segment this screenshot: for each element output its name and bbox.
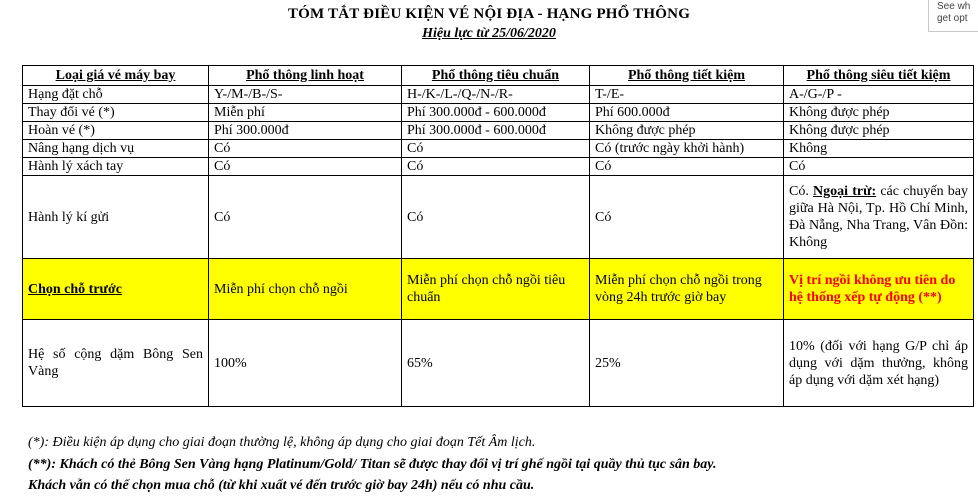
table-cell: A-/G-/P - — [784, 86, 974, 104]
page-subtitle: Hiệu lực từ 25/06/2020 — [422, 26, 556, 41]
table-cell: Có — [402, 176, 590, 259]
page-title: TÓM TẮT ĐIỀU KIỆN VÉ NỘI ĐỊA - HẠNG PHỔ THÔNG — [287, 6, 691, 22]
table-cell: Phí 300.000đ — [209, 122, 402, 140]
table-cell: Miễn phí chọn chỗ ngồi — [209, 259, 402, 320]
table-cell: Miễn phí chọn chỗ ngồi tiêu chuẩn — [402, 259, 590, 320]
table-cell: Miễn phí — [209, 104, 402, 122]
table-row-highlighted — [23, 259, 974, 320]
table-cell: Không được phép — [784, 104, 974, 122]
header-saver: Phổ thông tiết kiệm — [590, 66, 784, 86]
table-header-row — [23, 66, 974, 86]
table-cell: Không được phép — [590, 122, 784, 140]
table-cell: Có — [209, 176, 402, 259]
table-cell: Không — [784, 140, 974, 158]
row-label: Hạng đặt chỗ — [23, 86, 209, 104]
table-cell: Phí 600.000đ — [590, 104, 784, 122]
table-cell: T-/E- — [590, 86, 784, 104]
row-label: Thay đổi vé (*) — [23, 104, 209, 122]
footnote-2: (**): Khách có thẻ Bông Sen Vàng hạng Platinum/Gold/ Titan sẽ được thay đổi vị trí ghế ngồi tại quầy thủ tục sân bay. — [28, 457, 717, 472]
row-label: Nâng hạng dịch vụ — [23, 140, 209, 158]
table-row — [23, 158, 974, 176]
table-cell: H-/K-/L-/Q-/N-/R- — [402, 86, 590, 104]
table-cell: 10% (đối với hạng G/P chỉ áp dụng với dặm thưởng, không áp dụng với dặm xét hạng) — [784, 320, 974, 407]
table-cell: Miễn phí chọn chỗ ngồi trong vòng 24h trước giờ bay — [590, 259, 784, 320]
table-row — [23, 86, 974, 104]
table-row — [23, 104, 974, 122]
table-cell: Y-/M-/B-/S- — [209, 86, 402, 104]
table-row — [23, 320, 974, 407]
header-flex: Phổ thông linh hoạt — [209, 66, 402, 86]
table-cell: Vị trí ngồi không ưu tiên do hệ thống xếp tự động (**) — [784, 259, 974, 320]
header-super-saver: Phổ thông siêu tiết kiệm — [784, 66, 974, 86]
table-cell: Phí 300.000đ - 600.000đ — [402, 122, 590, 140]
footnote-3: Khách vẫn có thể chọn mua chỗ (từ khi xuất vé đến trước giờ bay 24h) nếu có nhu cầu. — [28, 478, 535, 493]
table-cell: Có — [590, 176, 784, 259]
row-label: Hành lý xách tay — [23, 158, 209, 176]
table-cell: Có — [402, 158, 590, 176]
exception-label: Ngoại trừ: — [813, 184, 877, 199]
table-cell: Có — [209, 140, 402, 158]
header-fare-type: Loại giá vé máy bay — [23, 66, 209, 86]
table-cell: 65% — [402, 320, 590, 407]
table-cell: 25% — [590, 320, 784, 407]
table-cell: Có (trước ngày khởi hành) — [590, 140, 784, 158]
header-standard: Phổ thông tiêu chuẩn — [402, 66, 590, 86]
table-cell: Phí 300.000đ - 600.000đ — [402, 104, 590, 122]
table-cell — [784, 176, 974, 259]
table-cell: Có — [784, 158, 974, 176]
exception-text: các chuyến bay giữa Hà Nội, Tp. Hồ Chí Minh, Đà Nẵng, Nha Trang, Vân Đồn: Không — [789, 184, 968, 250]
table-cell: 100% — [209, 320, 402, 407]
table-row — [23, 122, 974, 140]
notification-popup[interactable] — [928, 0, 978, 32]
table-row — [23, 140, 974, 158]
table-cell: Có — [402, 140, 590, 158]
table-cell: Có — [590, 158, 784, 176]
popup-line-1: See wh — [937, 1, 971, 12]
cell-prefix: Có. — [789, 184, 814, 199]
fare-conditions-table — [22, 65, 974, 407]
table-cell: Không được phép — [784, 122, 974, 140]
table-row — [23, 176, 974, 259]
table-cell: Có — [209, 158, 402, 176]
row-label: Chọn chỗ trước — [23, 259, 209, 320]
row-label: Hệ số cộng dặm Bông Sen Vàng — [23, 320, 209, 407]
row-label: Hành lý kí gửi — [23, 176, 209, 259]
footnote-1: (*): Điều kiện áp dụng cho giai đoạn thường lệ, không áp dụng cho giai đoạn Tết Âm lịch. — [28, 435, 536, 450]
row-label: Hoàn vé (*) — [23, 122, 209, 140]
popup-line-2: get opt — [937, 13, 968, 24]
